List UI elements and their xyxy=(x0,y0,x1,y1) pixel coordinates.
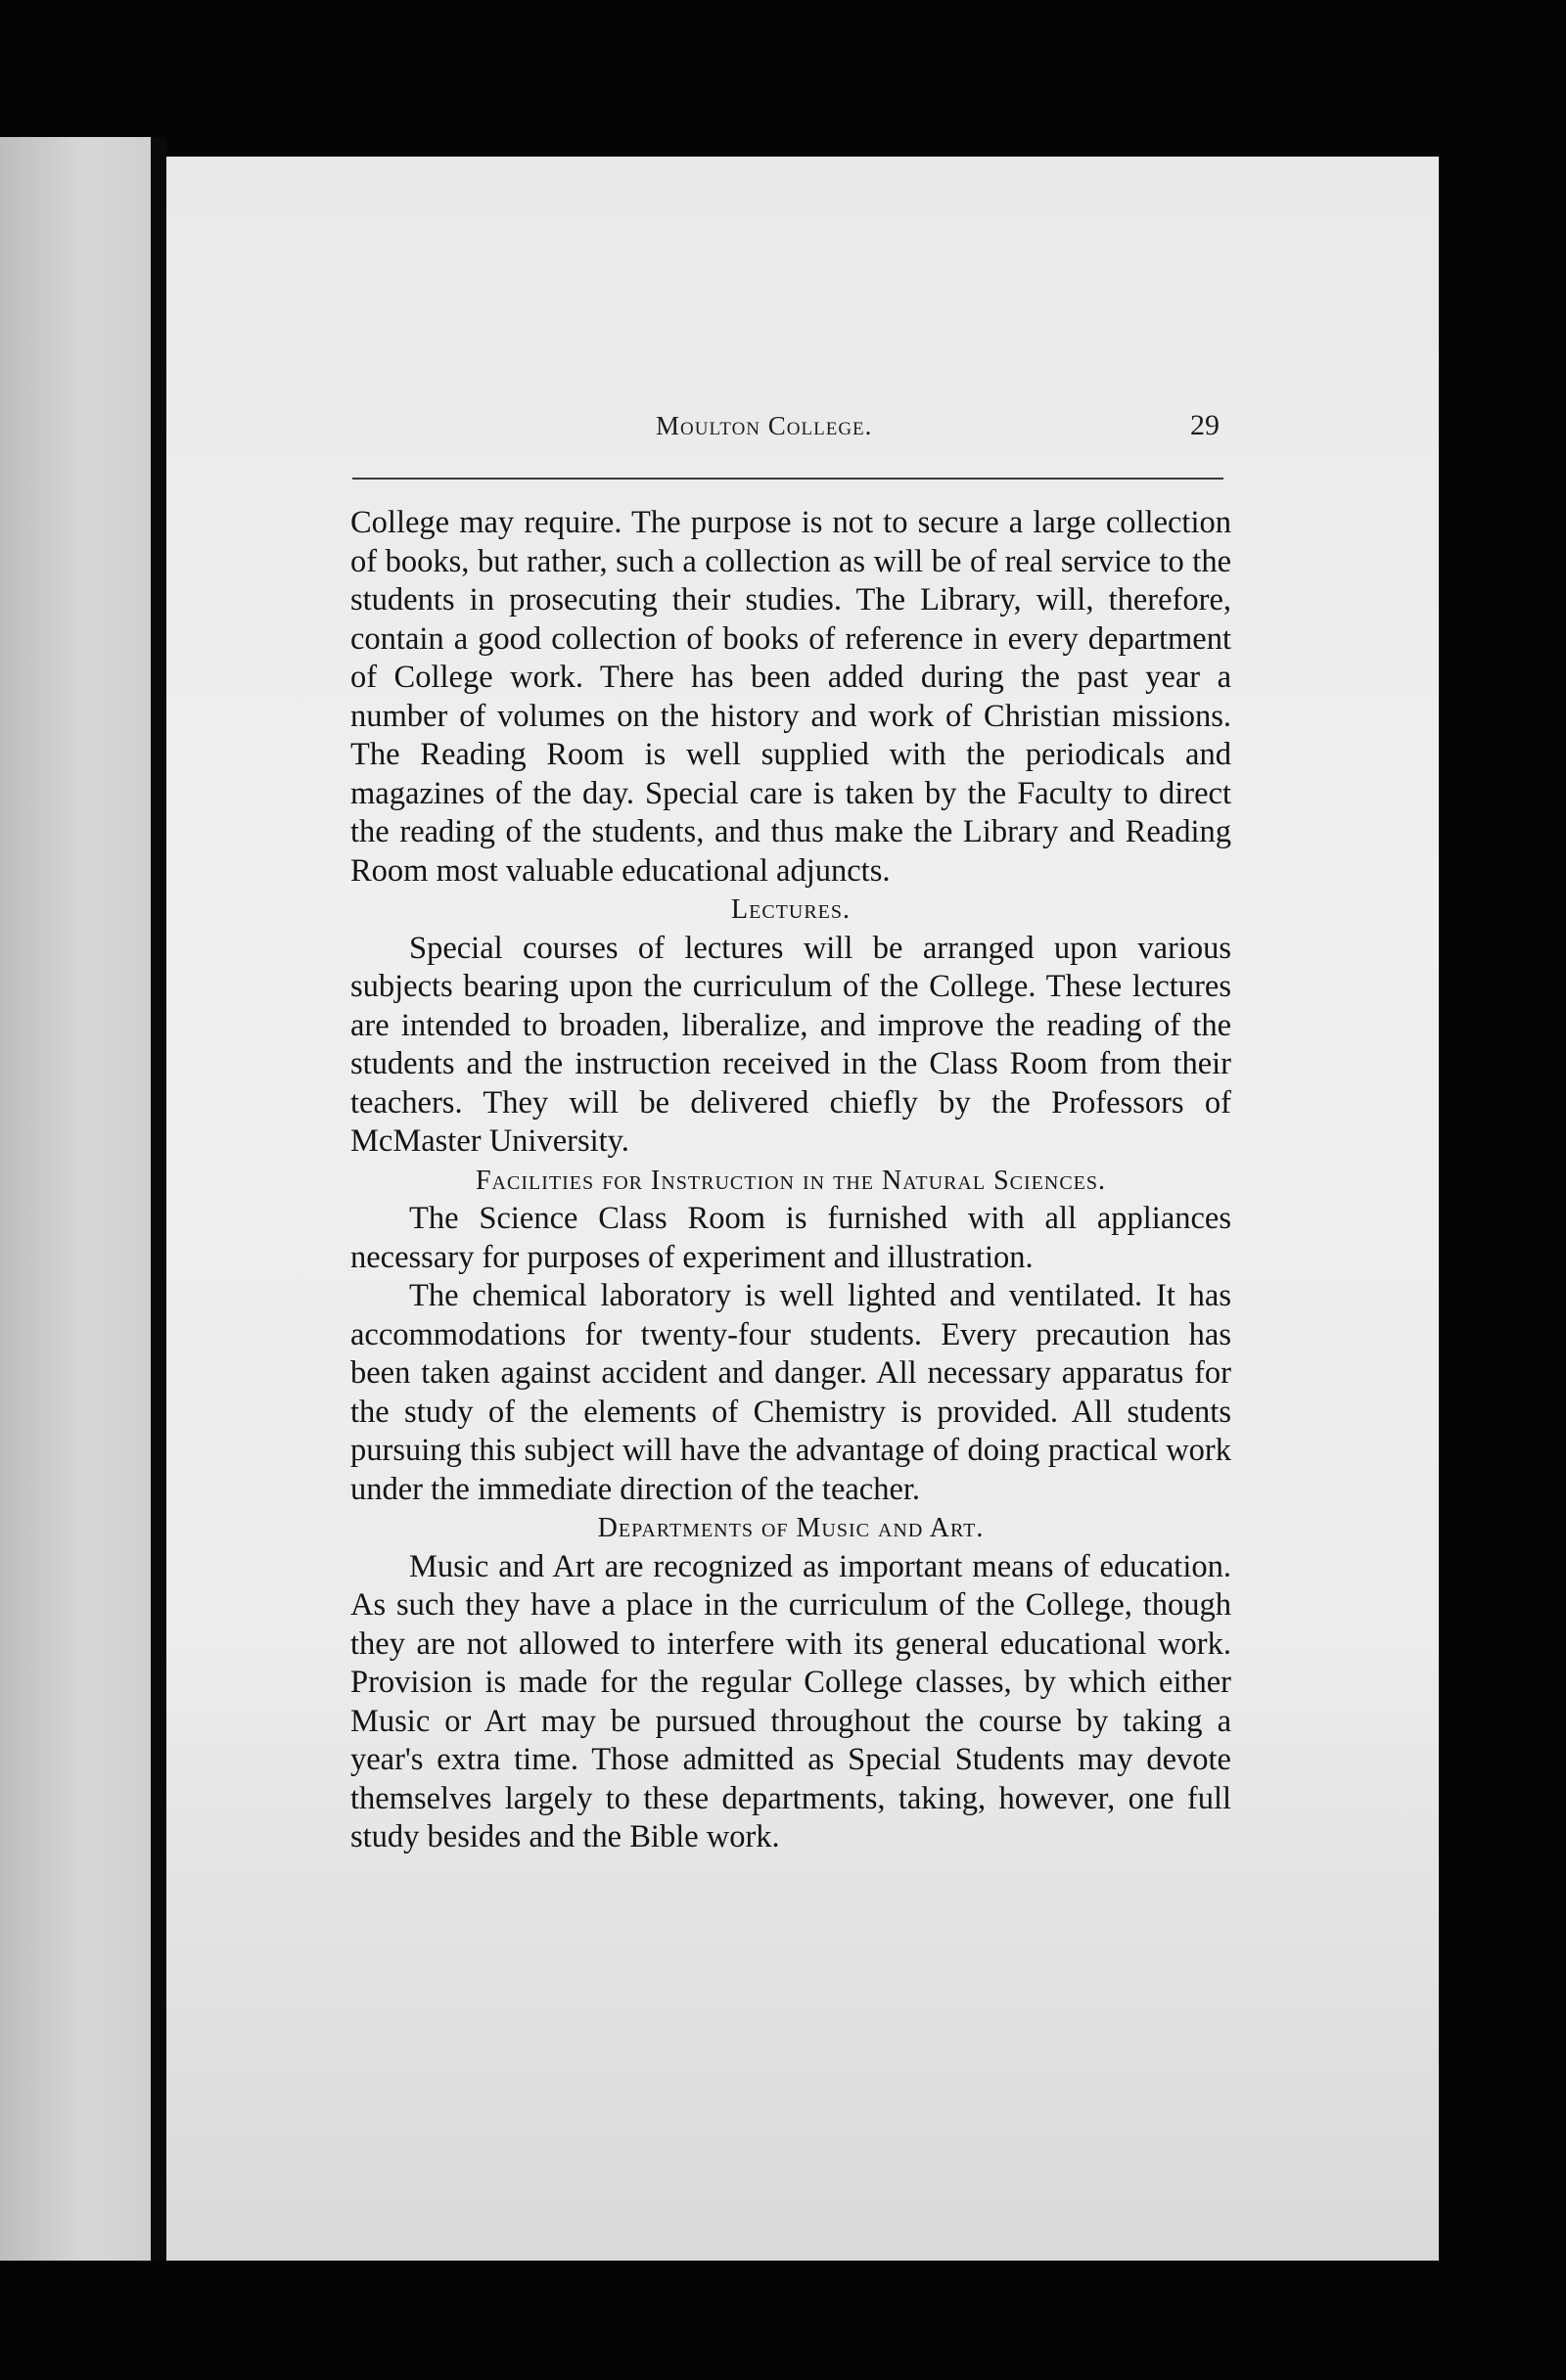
header-rule xyxy=(352,478,1223,480)
running-head-title: Moulton College. xyxy=(656,411,873,440)
paragraph-laboratory: The chemical laboratory is well lighted and ventilated. It has accommodations for twenty-four students. Every precaution has been taken against accident and danger. All necessary apparatus for the study of the elements of Chemistry is provided. All students pursuing this subject will have the advantage of doing practical work under the immediate direction of the teacher. xyxy=(350,1278,1231,1507)
running-head xyxy=(352,401,1233,460)
heading-lectures: Lectures. xyxy=(731,894,851,925)
paragraph-lectures: Special courses of lectures will be arranged upon various subjects bearing upon the curriculum of the College. These lectures are intended to broaden, liberalize, and improve the reading of the students and the instruction received in the Class Room from their teachers. They will be delivered chiefly by the Professors of McMaster University. xyxy=(350,930,1231,1159)
heading-natural-sciences: Facilities for Instruction in the Natural Sciences. xyxy=(475,1165,1106,1196)
paragraph-music-and-art: Music and Art are recognized as important means of education. As such they have a place in the curriculum of the College, though they are not allowed to interfere with its general educational work. Provision is made for the regular College classes, by which either Music or Art may be pursued throughout the course by taking a year's extra time. Those admitted as Special Students may devote themselves largely to these departments, taking, however, one full study besides and the Bible work. xyxy=(350,1548,1231,1854)
page-number: 29 xyxy=(1190,409,1220,441)
binding-gutter xyxy=(151,137,166,2261)
paragraph-library: College may require. The purpose is not to secure a large collection of books, but rather, such a collection as will be of real service to the students in prosecuting their studies. The Library, will, therefore, contain a good collection of books of reference in every department of College work. There has been added during the past year a number of volumes on the history and work of Christian missions. The Reading Room is well supplied with the periodicals and magazines of the day. Special care is taken by the Faculty to direct the reading of the students, and thus make the Library and Reading Room most valuable educational adjuncts. xyxy=(350,505,1231,889)
page-body xyxy=(350,504,1231,1857)
heading-music-and-art: Departments of Music and Art. xyxy=(597,1513,985,1543)
paragraph-science-room: The Science Class Room is furnished with all appliances necessary for purposes of experiment and illustration. xyxy=(350,1201,1231,1275)
facing-page-edge xyxy=(0,137,157,2261)
